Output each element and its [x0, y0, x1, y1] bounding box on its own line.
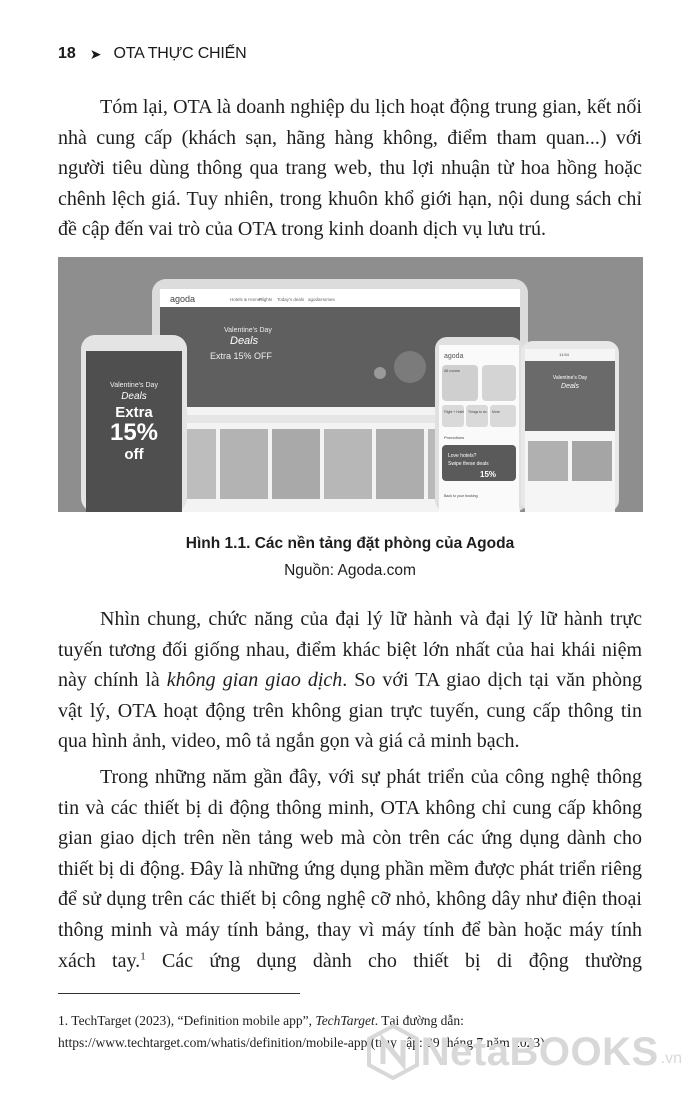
svg-text:Deals: Deals [121, 391, 147, 402]
laptop-brand: agoda [170, 294, 196, 304]
svg-text:Valentine's Day: Valentine's Day [110, 382, 158, 389]
footnote-divider [58, 993, 300, 994]
watermark-suffix: .vn [660, 1050, 682, 1067]
svg-text:Deals: Deals [561, 383, 579, 390]
watermark [365, 1024, 682, 1080]
svg-text:off: off [124, 446, 144, 463]
figure-agoda-platforms [58, 257, 643, 512]
footnote-ref[interactable]: 1 [140, 949, 146, 962]
svg-text:Today's deals: Today's deals [277, 297, 305, 302]
svg-text:agodaHomes: agodaHomes [308, 297, 335, 302]
svg-text:15%: 15% [480, 470, 497, 479]
svg-text:All rooms: All rooms [444, 369, 460, 373]
svg-text:Valentine's Day: Valentine's Day [224, 327, 272, 334]
svg-text:Flights: Flights [259, 297, 273, 302]
paragraph-1: Tóm lại, OTA là doanh nghiệp du lịch hoạt động trung gian, kết nối nhà cung cấp (khách sạn, hãng hàng không, điểm tham quan...) với người tiêu dùng thông qua trang web, thu lợi nhuận từ hoa hồng hoặc chênh lệch giá. Tuy nhiên, trong khuôn khổ giới hạn, nội dung sách chỉ đề cập đến vai trò của OTA trong kinh doanh dịch vụ lưu trú. [58, 96, 642, 241]
paragraph-3: Trong những năm gần đây, với sự phát triển của công nghệ thông tin và các thiết bị di động thông minh, OTA không chỉ cung cấp không gian giao dịch trên nền tảng web mà còn trên các ứng dụng dành cho thiết bị di động. Đây là những ứng dụng phần mềm được phát triển riêng để sử dụng trên các thiết bị công nghệ cỡ nhỏ, không dây như điện thoại thông minh và máy tính bảng, thay vì máy tính để bàn hoặc máy tính xách tay.$^1$ Các ứng dụng dành cho thiết bị di động thường [58, 766, 642, 972]
page-number: 18 [58, 45, 76, 62]
running-title: OTA THỰC CHIẾN [113, 45, 247, 62]
svg-text:15%: 15% [109, 419, 159, 446]
svg-text:Promotions: Promotions [444, 435, 465, 440]
svg-text:Extra: Extra [115, 404, 153, 421]
agoda-devices-illustration [58, 257, 643, 512]
running-header [58, 42, 246, 66]
svg-text:agoda: agoda [444, 353, 464, 360]
svg-text:Hotels & Homes: Hotels & Homes [230, 297, 263, 302]
svg-text:More: More [492, 410, 500, 414]
svg-text:Deals: Deals [230, 335, 259, 347]
watermark-text: NetaBOOKS [420, 1029, 659, 1074]
svg-text:Valentine's Day: Valentine's Day [552, 375, 588, 381]
netabooks-logo-icon [365, 1024, 421, 1080]
svg-text:Flight + Hotel: Flight + Hotel [444, 410, 465, 414]
svg-text:Love hotels?: Love hotels? [448, 453, 477, 459]
svg-text:Swipe these deals: Swipe these deals [448, 461, 489, 467]
figure-caption: Hình 1.1. Các nền tảng đặt phòng của Agoda [185, 535, 515, 552]
emphasis-term: không gian giao dịch [166, 669, 343, 692]
paragraph-2: Nhìn chung, chức năng của đại lý lữ hành và đại lý lữ hành trực tuyến tương đối giống nhau, điểm khác biệt lớn nhất của hai khái niệm này chính là không gian giao dịch. So với TA giao dịch tại văn phòng vật lý, OTA hoạt động trên không gian trực tuyến, cung cấp thông tin qua hình ảnh, video, mô tả ngắn gọn và giá cả minh bạch. [58, 608, 642, 753]
chevron-right-icon: ➤ [89, 45, 102, 62]
figure-source: Nguồn: Agoda.com [284, 562, 416, 579]
svg-text:Things to do: Things to do [468, 410, 487, 414]
svg-text:11:54: 11:54 [559, 352, 569, 357]
footnote: 1. TechTarget (2023), “Definition mobile app”, TechTarget. Tại đường dẫn: https://www.techtarget.com/whatis/definition/mobile-app (truy cập: 29 tháng 7 năm 2023). [58, 1013, 549, 1050]
svg-text:Extra 15% OFF: Extra 15% OFF [210, 351, 273, 361]
svg-text:Back to your booking: Back to your booking [444, 494, 478, 498]
